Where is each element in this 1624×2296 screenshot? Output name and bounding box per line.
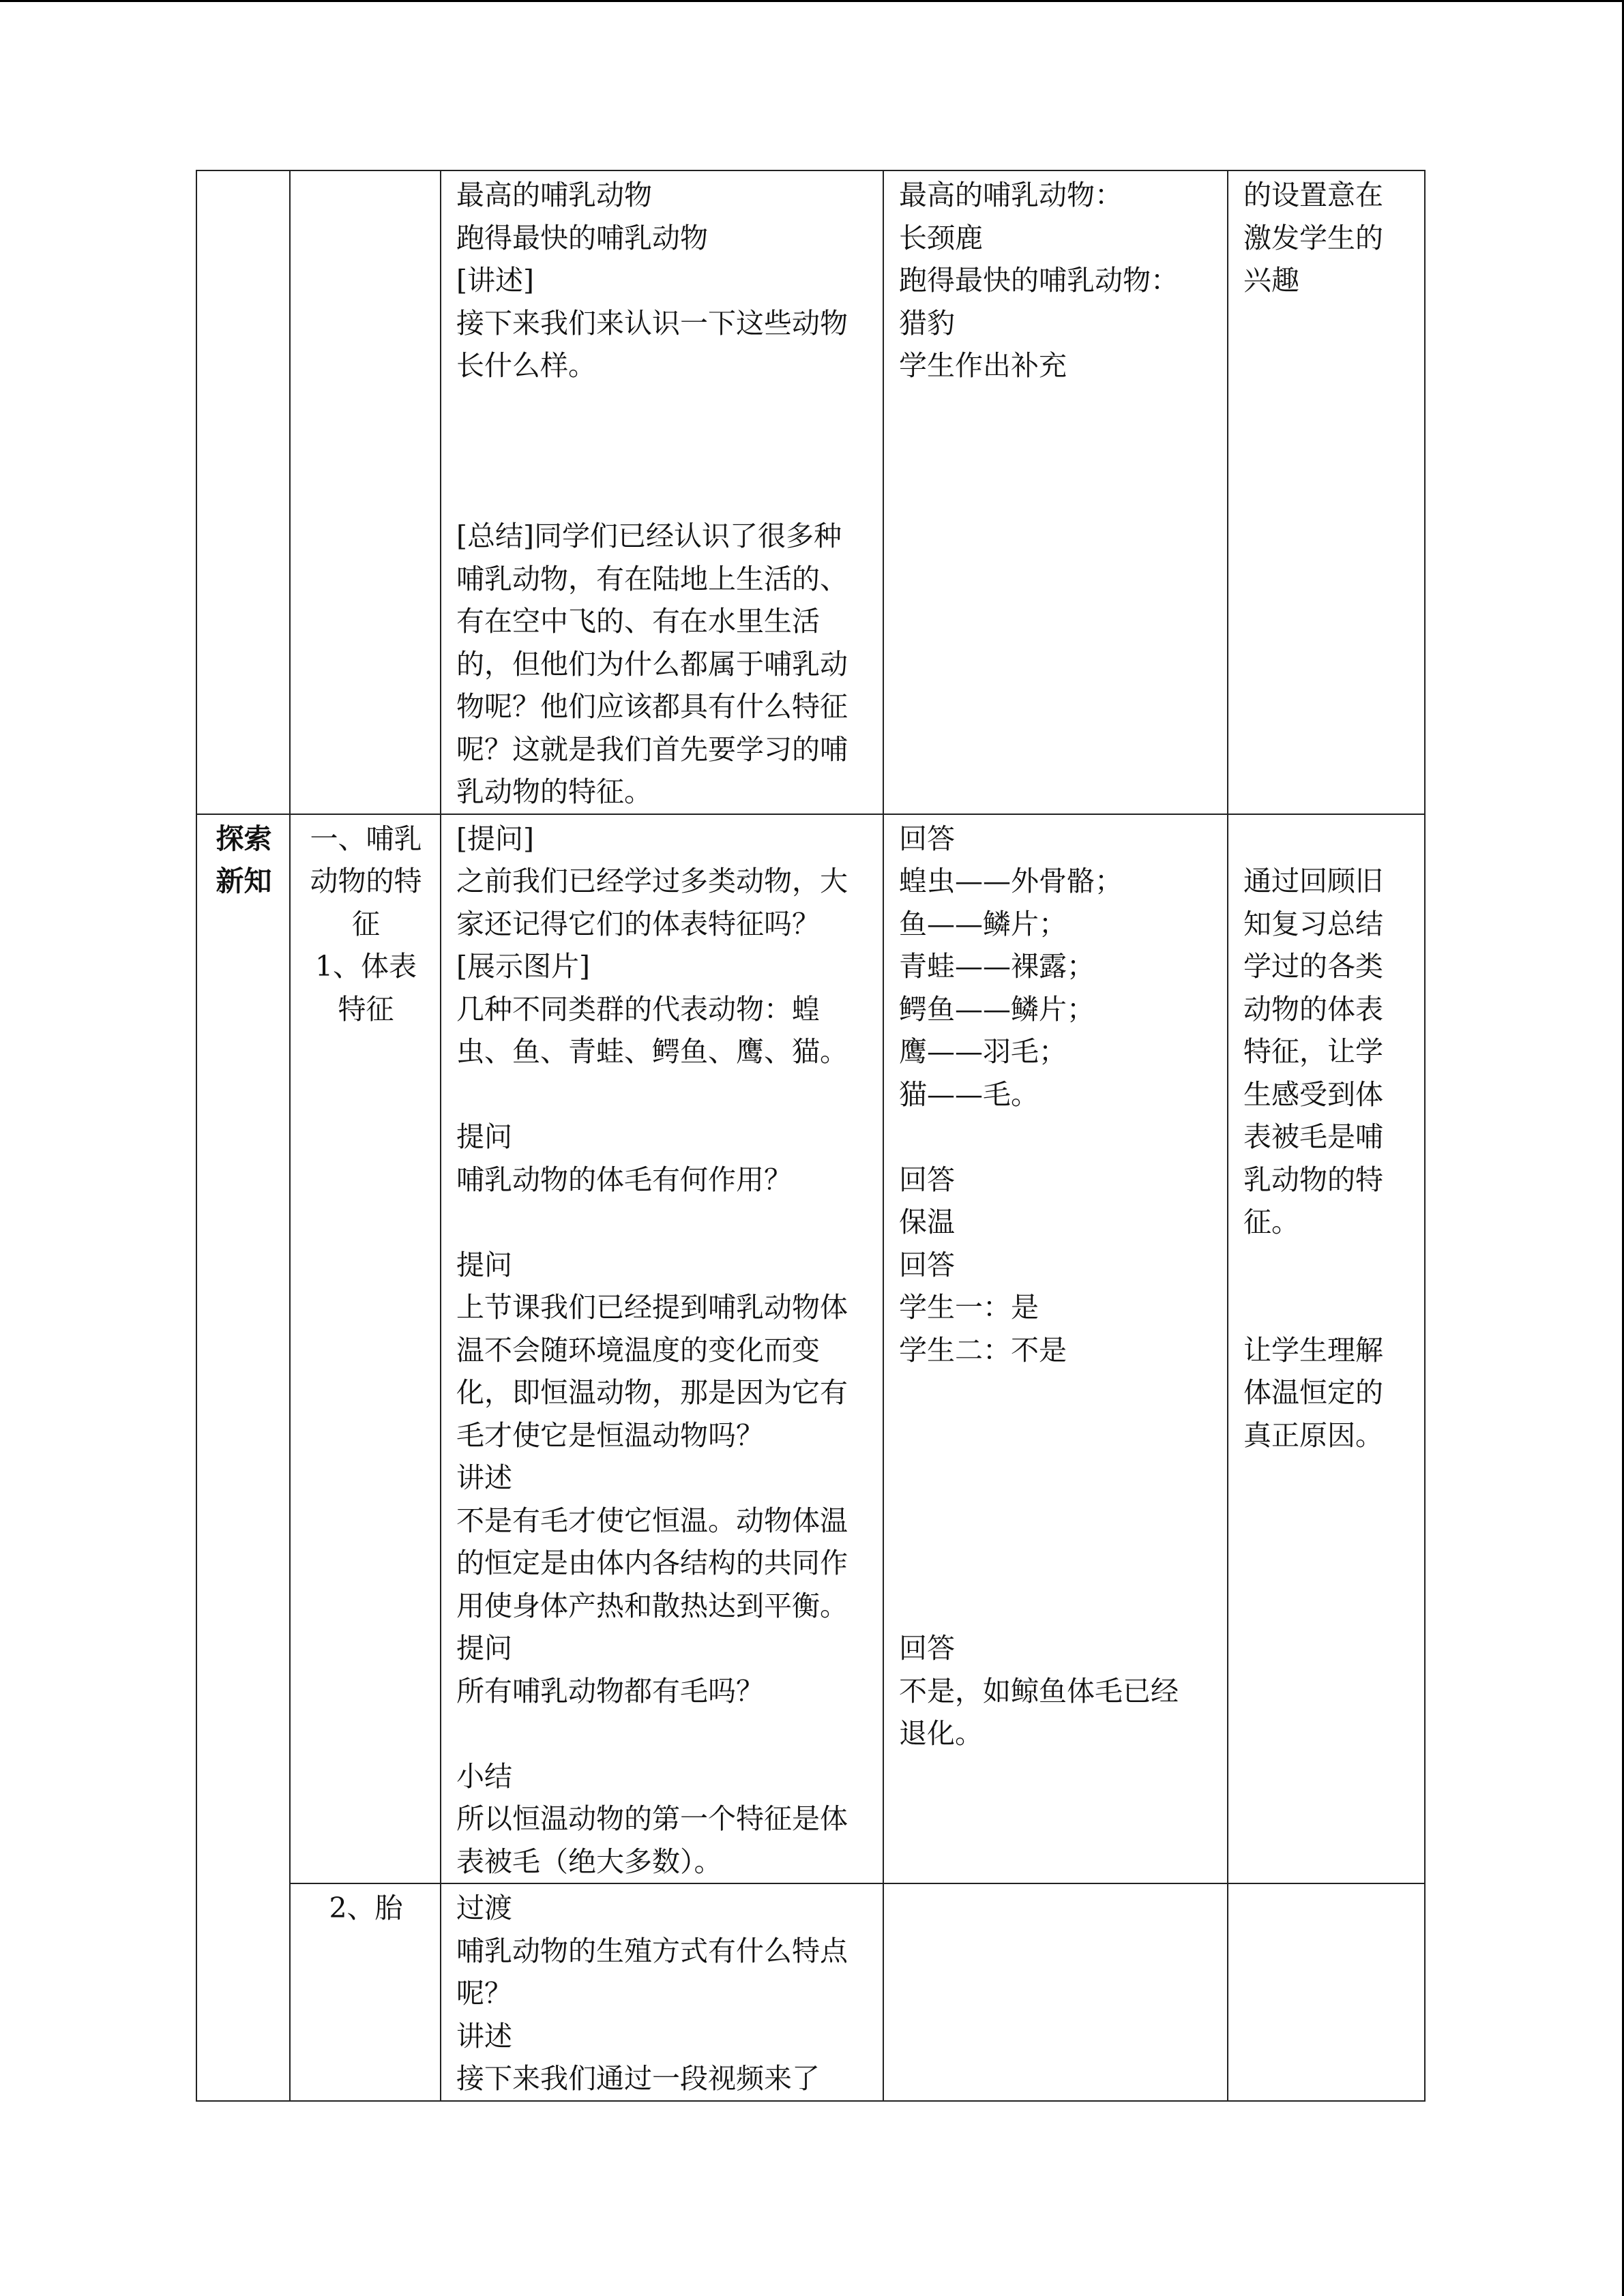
table-row [196, 1883, 1425, 2101]
text-line: 讲述 [456, 2019, 512, 2053]
text-line [456, 430, 869, 473]
table-row [196, 814, 1425, 1884]
topic-label: 2、胎 [329, 1892, 403, 1924]
text-line: [展示图片] [456, 950, 590, 983]
text-line: 所以恒温动物的第一个特征是体 [456, 1802, 848, 1835]
text-line [1243, 818, 1411, 861]
teacher-activity-cell [441, 170, 883, 814]
text-line: 青蛙——裸露； [899, 950, 1095, 983]
page-top-border [0, 0, 1624, 2]
text-line [456, 1201, 869, 1244]
text-line: 特征，让学 [1243, 1035, 1383, 1068]
text-line: 体温恒定的 [1243, 1376, 1383, 1409]
text-line: 化，即恒温动物，那是因为它有 [456, 1376, 848, 1409]
section-cell [196, 814, 290, 2101]
topic-cell [290, 814, 441, 1884]
text-line: 有在空中飞的、有在水里生活 [456, 605, 820, 638]
teacher-activity-cell [441, 1883, 883, 2101]
text-line: 讲述 [456, 1461, 512, 1494]
text-line: 哺乳动物，有在陆地上生活的、 [456, 562, 848, 595]
topic-label: 一、哺乳 [310, 822, 422, 855]
design-intent-cell [1228, 814, 1425, 1884]
text-line: 学生一：是 [899, 1291, 1039, 1324]
text-line: 提问 [456, 1248, 512, 1281]
text-line [899, 1585, 1213, 1628]
text-line: 用使身体产热和散热达到平衡。 [456, 1589, 848, 1622]
text-line: 表被毛（绝大多数）。 [456, 1845, 722, 1878]
text-line: 退化。 [899, 1717, 983, 1750]
text-line: 保温 [899, 1206, 955, 1238]
text-line: 哺乳动物的生殖方式有什么特点 [456, 1934, 848, 1967]
text-line [456, 1073, 869, 1116]
text-line: 鳄鱼——鳞片； [899, 992, 1095, 1026]
text-line: 几种不同类群的代表动物：蝗 [456, 992, 820, 1026]
text-line: 回答 [899, 822, 955, 855]
text-line [456, 387, 869, 430]
text-line [899, 1371, 1213, 1414]
text-line: 长什么样。 [456, 349, 596, 382]
text-line: 鹰——羽毛； [899, 1035, 1067, 1068]
design-intent-cell [1228, 170, 1425, 814]
text-line: 最高的哺乳动物 [456, 179, 652, 211]
text-line: 回答 [899, 1163, 955, 1196]
topic-cell [290, 1883, 441, 2101]
text-line: 动物的体表 [1243, 992, 1383, 1026]
text-line: 毛才使它是恒温动物吗？ [456, 1418, 764, 1452]
text-line: [讲述] [456, 264, 534, 297]
text-line: 知复习总结 [1243, 907, 1383, 940]
text-line: 生感受到体 [1243, 1077, 1383, 1111]
text-line: 征。 [1243, 1206, 1299, 1238]
lesson-plan-table [196, 170, 1426, 2102]
text-line: 猎豹 [899, 306, 955, 340]
text-line [899, 1414, 1213, 1457]
text-line: 提问 [456, 1120, 512, 1153]
text-line: 真正原因。 [1243, 1418, 1383, 1452]
text-line: 兴趣 [1243, 264, 1299, 297]
text-line: 之前我们已经学过多类动物，大 [456, 865, 848, 897]
text-line: 的恒定是由体内各结构的共同作 [456, 1547, 848, 1579]
text-line: 家还记得它们的体表特征吗？ [456, 907, 820, 940]
text-line: 乳动物的特 [1243, 1163, 1383, 1196]
text-line: 猫——毛。 [899, 1077, 1039, 1111]
text-line [1243, 1286, 1411, 1329]
text-line: 让学生理解 [1243, 1333, 1383, 1367]
text-line: 的，但他们为什么都属于哺乳动 [456, 647, 848, 681]
text-line [1243, 1244, 1411, 1287]
student-activity-cell [883, 170, 1228, 814]
teacher-activity-cell [441, 814, 883, 1884]
topic-label: 1、体表 [314, 950, 417, 983]
text-line [899, 1457, 1213, 1500]
text-line [456, 1712, 869, 1755]
text-line: 回答 [899, 1248, 955, 1281]
text-line: 蝗虫——外骨骼； [899, 865, 1123, 897]
text-line: 乳动物的特征。 [456, 775, 652, 808]
text-line: 物呢？他们应该都具有什么特征 [456, 690, 848, 723]
topic-label: 征 [352, 907, 380, 940]
text-line: 最高的哺乳动物： [899, 179, 1123, 211]
text-line: 所有哺乳动物都有毛吗？ [456, 1674, 764, 1708]
section-cell [196, 170, 290, 814]
text-line: 接下来我们来认识一下这些动物 [456, 306, 848, 340]
text-line [899, 1116, 1213, 1159]
text-line: 跑得最快的哺乳动物 [456, 221, 708, 254]
text-line: 小结 [456, 1759, 512, 1793]
text-line: 接下来我们通过一段视频来了 [456, 2062, 820, 2095]
student-activity-cell [883, 1883, 1228, 2101]
student-activity-cell [883, 814, 1228, 1884]
text-line: 呢？这就是我们首先要学习的哺 [456, 732, 848, 766]
text-line: 呢？ [456, 1977, 512, 2010]
text-line: 上节课我们已经提到哺乳动物体 [456, 1291, 848, 1324]
text-line: 鱼——鳞片； [899, 907, 1067, 940]
text-line: 激发学生的 [1243, 221, 1383, 254]
text-line: 不是，如鲸鱼体毛已经 [899, 1674, 1179, 1708]
text-line: 表被毛是哺 [1243, 1120, 1383, 1153]
text-line: 回答 [899, 1632, 955, 1665]
text-line: 跑得最快的哺乳动物： [899, 264, 1179, 297]
table-row [196, 170, 1425, 814]
design-intent-cell [1228, 1883, 1425, 2101]
text-line: 长颈鹿 [899, 221, 983, 254]
text-line: 学生作出补充 [899, 349, 1067, 382]
text-line: 过渡 [456, 1892, 512, 1924]
topic-cell [290, 170, 441, 814]
topic-label: 特征 [338, 992, 394, 1026]
text-line: [提问] [456, 822, 534, 855]
text-line: 学生二：不是 [899, 1333, 1067, 1367]
section-label: 探索 [216, 822, 272, 855]
text-line: 虫、鱼、青蛙、鳄鱼、鹰、猫。 [456, 1035, 848, 1068]
text-line: 通过回顾旧 [1243, 865, 1383, 897]
text-line: 提问 [456, 1632, 512, 1665]
text-line: 温不会随环境温度的变化而变 [456, 1333, 820, 1367]
text-line [899, 1542, 1213, 1585]
text-line: 不是有毛才使它恒温。动物体温 [456, 1504, 848, 1537]
text-line [899, 1500, 1213, 1542]
text-line [456, 473, 869, 516]
topic-label: 动物的特 [310, 865, 422, 897]
text-line: [总结]同学们已经认识了很多种 [456, 520, 842, 552]
text-line: 学过的各类 [1243, 950, 1383, 983]
text-line: 哺乳动物的体毛有何作用？ [456, 1163, 792, 1196]
section-label: 新知 [216, 865, 272, 897]
text-line: 的设置意在 [1243, 179, 1383, 211]
